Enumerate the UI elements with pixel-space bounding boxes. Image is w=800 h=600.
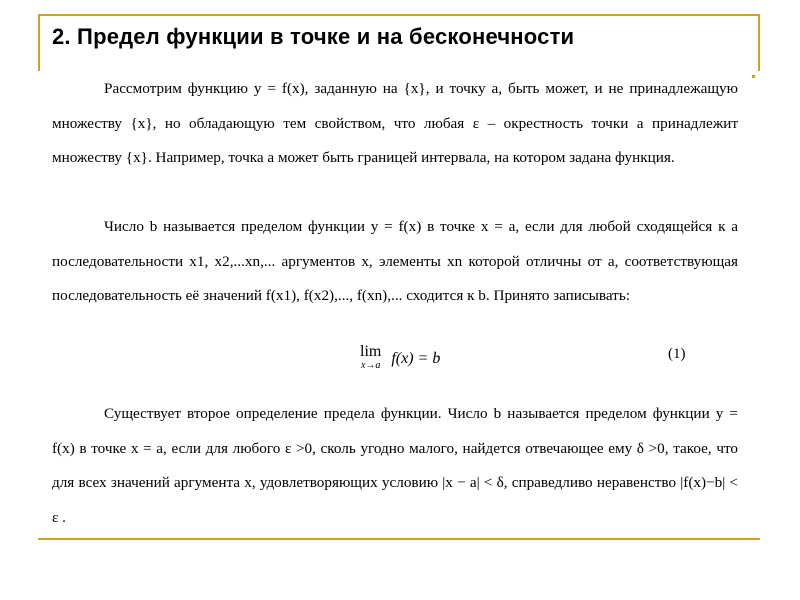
bottom-rule [38,538,760,540]
paragraph-2: Число b называется пределом функции y = f(x) в точке x = a, если для любой сходящейся к a последовательности x1, x2,...xn,... аргументов x, элементы xn которой отличны от a, соответствующая последовательность её значений f(x1), f(x2),..., f(xn),... сходится к b. Принято записывать: [52,218,738,305]
decor-dot [752,75,755,78]
paragraph-1: Рассмотрим функцию y = f(x), заданную на {x}, и точку a, быть может, и не принадлежащую множеству {x}, но обладающую тем свойством, что любая ε – окрестность точки a принадлежит множеству {x}. Например, точка a может быть границей интервала, на котором задана функция. [52,80,738,167]
limit-formula [360,345,440,373]
paragraph-3: Существует второе определение предела функции. Число b называется пределом функции y = f(x) в точке x = a, если для любого ε >0, сколь угодно малого, найдется отвечающее ему δ >0, такое, что для всех значений аргумента x, удовлетворяющих условию |x − a| < δ, справедливо неравенство |f(x)−b| < ε . [52,405,738,526]
equation-number: (1) [668,346,686,362]
lim-subscript: x→a [360,360,381,371]
limit-expression: f(x) = b [391,350,441,367]
slide-title: 2. Предел функции в точке и на бесконечности [52,24,575,49]
title-frame-left [38,14,40,71]
lim-word: lim [360,343,382,360]
lim-operator [360,345,381,373]
